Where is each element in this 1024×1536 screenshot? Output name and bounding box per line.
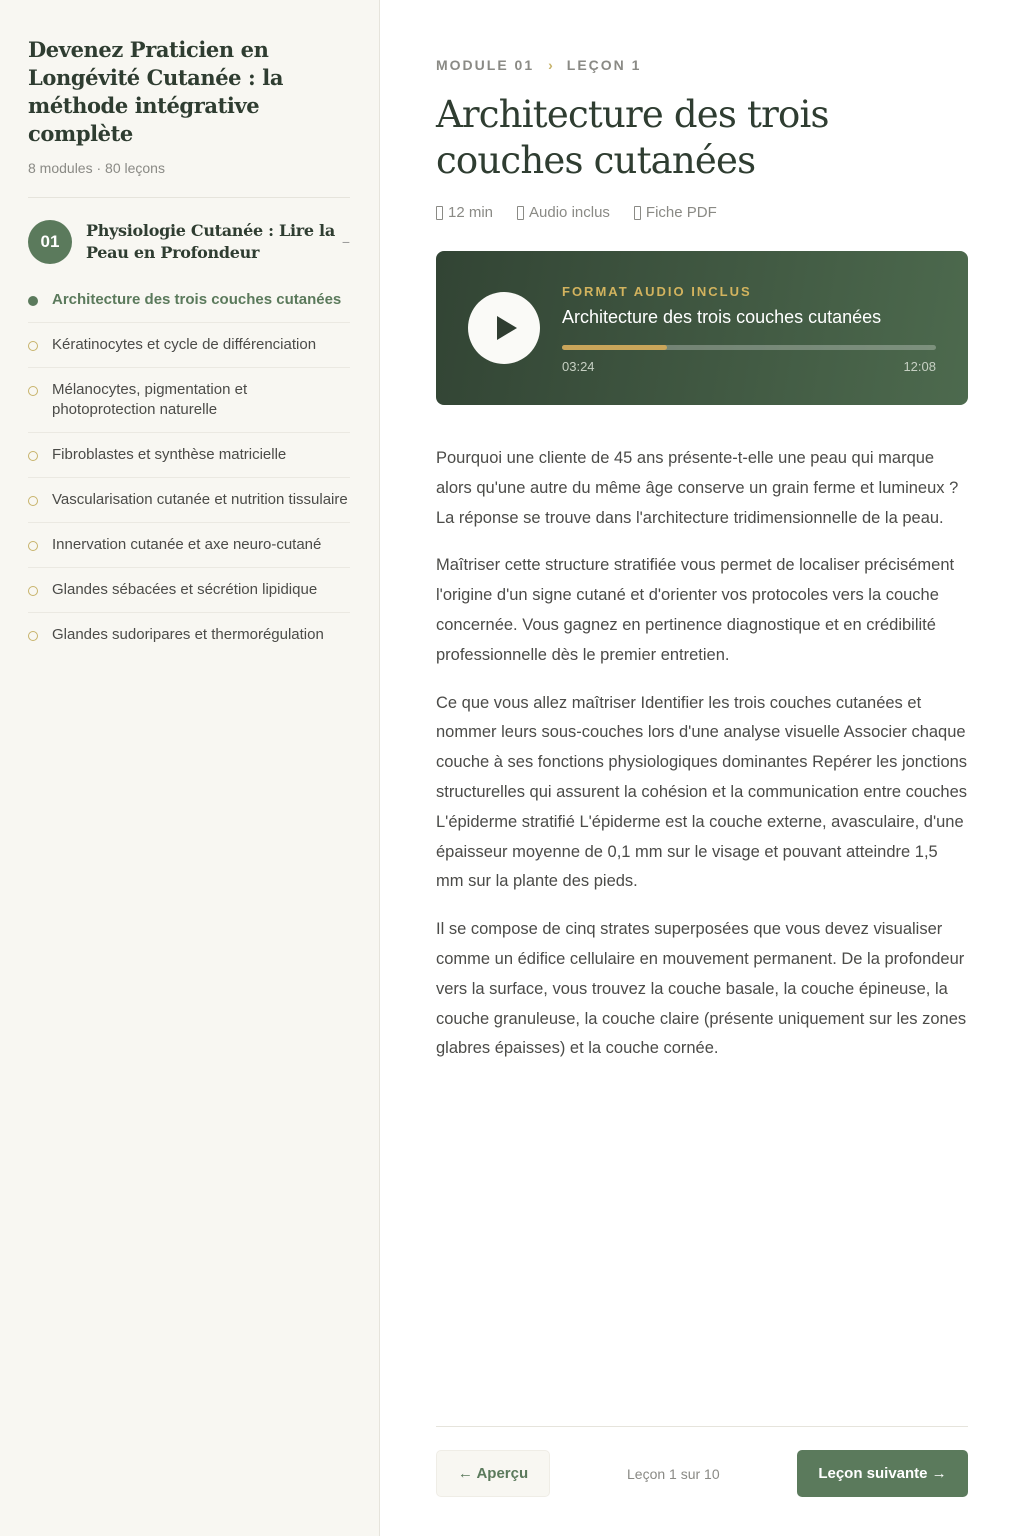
lesson-label: Glandes sébacées et sécrétion lipidique	[52, 581, 318, 598]
document-icon	[634, 206, 641, 220]
lesson-status-dot-icon	[28, 631, 38, 641]
lesson-list	[28, 278, 350, 657]
breadcrumb-chevron-icon: ›	[548, 57, 553, 73]
module-header[interactable]	[28, 220, 350, 264]
lesson-status-dot-icon	[28, 341, 38, 351]
lesson-label: Glandes sudoripares et thermorégulation	[52, 626, 324, 643]
body-paragraph: Il se compose de cinq strates superposées que vous devez visualiser comme un édifice cellulaire en mouvement permanent. De la profondeur vers la surface, vous trouvez la couche basale, la couche épineuse, la couche granuleuse, la couche claire (présente uniquement sur les zones glabres épaisses) et la couche cornée.	[436, 920, 967, 1058]
lesson-label: Mélanocytes, pigmentation et photoprotection naturelle	[52, 381, 248, 418]
lesson-status-dot-icon	[28, 386, 38, 396]
lesson-status-dot-icon	[28, 496, 38, 506]
lesson-status-dot-icon	[28, 541, 38, 551]
lesson-item-1[interactable]	[28, 278, 350, 323]
lesson-label: Architecture des trois couches cutanées	[52, 291, 342, 308]
lesson-footer-nav	[436, 1426, 968, 1536]
audio-kicker: FORMAT AUDIO INCLUS	[562, 284, 752, 299]
body-paragraph: Maîtriser cette structure stratifiée vous permet de localiser précisément l'origine d'un signe cutané et d'orienter vos protocoles vers la couche concernée. Vous gagnez en pertinence diagnostique et en crédibilité professionnelle dès le premier entretien.	[436, 556, 955, 664]
lesson-item-7[interactable]	[28, 568, 350, 613]
course-title: Devenez Praticien en Longévité Cutanée : la méthode intégrative complète	[28, 37, 284, 146]
lesson-item-2[interactable]	[28, 323, 350, 368]
audio-player	[436, 251, 968, 405]
pdf-meta[interactable]	[634, 204, 717, 221]
lesson-label: Vascularisation cutanée et nutrition tissulaire	[52, 491, 348, 508]
sidebar	[0, 0, 380, 1536]
lesson-content	[436, 0, 968, 1082]
lesson-status-dot-icon	[28, 296, 38, 306]
breadcrumb	[436, 57, 968, 73]
audio-title: Architecture des trois couches cutanées	[562, 307, 882, 327]
play-icon	[497, 316, 517, 340]
collapse-toggle-icon[interactable]: −	[341, 234, 350, 250]
lesson-label: Kératinocytes et cycle de différenciation	[52, 336, 317, 353]
clock-icon	[436, 206, 443, 220]
next-lesson-button[interactable]: Leçon suivante →	[797, 1450, 968, 1497]
lesson-item-8[interactable]	[28, 613, 350, 657]
pdf-text: Fiche PDF	[645, 204, 717, 221]
module-number-badge: 01	[28, 220, 72, 264]
breadcrumb-module[interactable]: MODULE 01	[436, 57, 535, 73]
course-meta: 8 modules · 80 leçons	[28, 160, 165, 176]
lesson-item-3[interactable]	[28, 368, 350, 433]
previous-button[interactable]: ← Aperçu	[436, 1450, 550, 1497]
audio-current-time: 03:24	[562, 359, 595, 374]
play-button[interactable]	[468, 292, 540, 364]
page-title: Architecture des trois couches cutanées	[436, 93, 829, 182]
lesson-counter: Leçon 1 sur 10	[627, 1466, 720, 1482]
lesson-label: Innervation cutanée et axe neuro-cutané	[52, 536, 322, 553]
body-paragraph: Ce que vous allez maîtriser Identifier les trois couches cutanées et nommer leurs sous-couches lors d'une analyse visuelle Associer chaque couche à ses fonctions physiologiques dominantes Repérer les jonctions structurelles qui assurent la cohésion et la communication entre couches L'épiderme stratifié L'épiderme est la couche externe, avasculaire, d'une épaisseur moyenne de 0,1 mm sur le visage et pouvant atteindre 1,5 mm sur la plante des pieds.	[436, 693, 968, 891]
lesson-status-dot-icon	[28, 586, 38, 596]
duration-text: 12 min	[448, 204, 494, 221]
lesson-label: Fibroblastes et synthèse matricielle	[52, 446, 287, 463]
breadcrumb-lesson: LEÇON 1	[566, 57, 642, 73]
lesson-status-dot-icon	[28, 451, 38, 461]
audio-progress-fill	[562, 345, 667, 350]
sidebar-divider	[28, 197, 350, 198]
module-title: Physiologie Cutanée : Lire la Peau en Profondeur	[86, 221, 335, 262]
lesson-body	[436, 444, 968, 1064]
audio-progress-bar[interactable]	[562, 345, 936, 350]
headphones-icon	[517, 206, 524, 220]
lesson-item-5[interactable]	[28, 478, 350, 523]
audio-included-text: Audio inclus	[529, 204, 610, 221]
body-paragraph: Pourquoi une cliente de 45 ans présente-t-elle une peau qui marque alors qu'une autre du même âge conserve un grain ferme et lumineux ? La réponse se trouve dans l'architecture tridimensionnelle de la peau.	[436, 449, 959, 527]
audio-total-time: 12:08	[903, 359, 936, 374]
lesson-item-6[interactable]	[28, 523, 350, 568]
lesson-item-4[interactable]	[28, 433, 350, 478]
audio-meta	[517, 204, 610, 221]
lesson-meta	[436, 204, 968, 221]
duration-meta	[436, 204, 493, 221]
